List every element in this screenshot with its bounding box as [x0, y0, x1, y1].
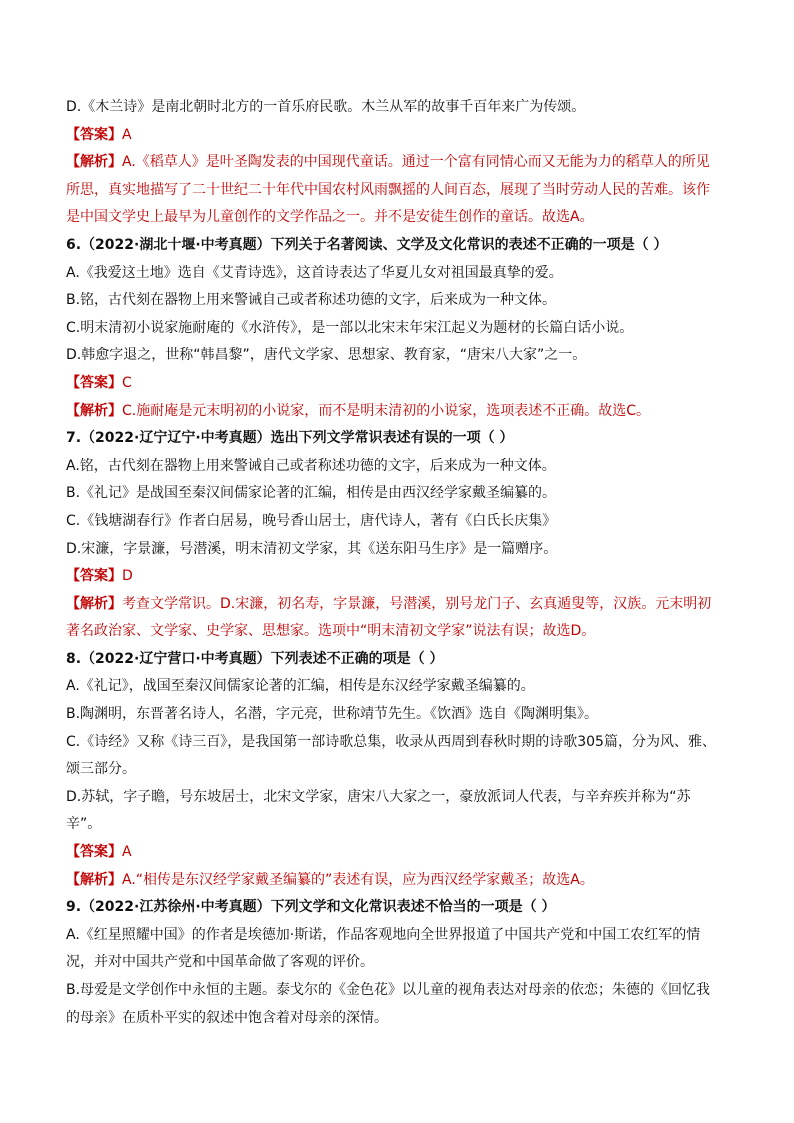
line-text: 9.（2022·江苏徐州·中考真题）下列文学和文化常识表述不恰当的一项是（ ）: [66, 899, 556, 916]
answer-line: [66, 839, 746, 867]
option-line: [66, 260, 746, 288]
analysis-line: [66, 591, 746, 619]
line-text: A.“相传是东汉经学家戴圣编纂的”表述有误，应为西汉经学家戴圣；故选A。: [122, 871, 594, 888]
analysis-line: [66, 867, 746, 895]
option-line: [66, 729, 746, 757]
line-text: A.《红星照耀中国》的作者是埃德加·斯诺，作品客观地向全世界报道了中国共产党和中国工农红军的情: [66, 926, 701, 943]
option-line: [66, 949, 746, 977]
option-line: [66, 673, 746, 701]
analysis-tag: 【解析】: [66, 871, 122, 888]
line-text: 辛”。: [66, 816, 102, 833]
line-text: C.《诗经》又称《诗三百》，是我国第一部诗歌总集，收录从西周到春秋时期的诗歌305篇，分为风、雅、: [66, 733, 716, 750]
analysis-tag: 【解析】: [66, 402, 122, 419]
line-text: A.《稻草人》是叶圣陶发表的中国现代童话。通过一个富有同情心而又无能为力的稻草人的所见: [122, 154, 710, 171]
option-line: [66, 480, 746, 508]
option-line: [66, 94, 746, 122]
line-text: C.《钱塘湖春行》作者白居易，晚号香山居士，唐代诗人，著有《白氏长庆集》: [66, 512, 557, 529]
line-text: B.母爱是文学创作中永恒的主题。泰戈尔的《金色花》以儿童的视角表达对母亲的依恋；朱德的《回忆我: [66, 982, 711, 998]
analysis-line: [66, 204, 746, 232]
answer-tag: 【答案】: [66, 844, 122, 861]
line-text: 颂三部分。: [66, 761, 136, 778]
line-text: C.明末清初小说家施耐庵的《水浒传》，是一部以北宋末年宋江起义为题材的长篇白话小说。: [66, 319, 634, 336]
question-stem: [66, 646, 746, 674]
analysis-line: [66, 149, 746, 177]
option-line: [66, 315, 746, 343]
option-line: [66, 536, 746, 564]
line-text: B.铭，古代刻在器物上用来警诫自己或者称述功德的文字，后来成为一种文体。: [66, 292, 557, 309]
line-text: 6.（2022·湖北十堰·中考真题）下列关于名著阅读、文学及文化常识的表述不正确的一项是（ ）: [66, 236, 668, 253]
line-text: D.宋濂，字景濂，号潜溪，明末清初文学家，其《送东阳马生序》是一篇赠序。: [66, 540, 558, 557]
answer-tag: 【答案】: [66, 126, 122, 143]
answer-tag: 【答案】: [66, 374, 122, 391]
option-line: [66, 508, 746, 536]
analysis-tag: 【解析】: [66, 595, 122, 612]
line-text: 8.（2022·辽宁营口·中考真题）下列表述不正确的项是（ ）: [66, 650, 444, 667]
option-line: [66, 701, 746, 729]
line-text: 所思，真实地描写了二十世纪二十年代中国农村风雨飘摇的人间百态，展现了当时劳动人民的苦难。该作: [66, 181, 710, 198]
answer-tag: 【答案】: [66, 568, 122, 585]
line-text: C.施耐庵是元末明初的小说家，而不是明末清初的小说家，选项表述不正确。故选C。: [122, 402, 650, 419]
line-text: D.韩愈字退之，世称“韩昌黎”，唐代文学家、思想家、教育家，“唐宋八大家”之一。: [66, 347, 587, 364]
analysis-line: [66, 177, 746, 205]
option-line: [66, 453, 746, 481]
analysis-tag: 【解析】: [66, 154, 122, 171]
line-text: 的母亲》在质朴平实的叙述中饱含着对母亲的深情。: [66, 1009, 388, 1026]
line-text: D.苏轼，字子瞻，号东坡居士，北宋文学家，唐宋八大家之一，豪放派词人代表，与辛弃疾并称为“苏: [66, 788, 691, 805]
analysis-line: [66, 398, 746, 426]
line-text: 考查文学常识。D.宋濂，初名寿，字景濂，号潜溪，别号龙门子、玄真遁叟等，汉族。元末明初: [122, 595, 712, 612]
line-text: B.陶渊明，东晋著名诗人，名潜，字元亮，世称靖节先生。《饮酒》选自《陶渊明集》。: [66, 706, 599, 723]
answer-line: [66, 122, 746, 150]
option-line: [66, 784, 746, 812]
option-line: [66, 342, 746, 370]
option-line: [66, 287, 746, 315]
line-text: A.《礼记》，战国至秦汉间儒家论著的汇编，相传是东汉经学家戴圣编纂的。: [66, 678, 535, 695]
option-line: [66, 922, 746, 950]
question-stem: [66, 232, 746, 260]
line-text: A: [122, 126, 132, 143]
line-text: A.《我爱这土地》选自《艾青诗选》，这首诗表达了华夏儿女对祖国最真挚的爱。: [66, 264, 563, 281]
option-line: [66, 811, 746, 839]
answer-line: [66, 370, 746, 398]
line-text: B.《礼记》是战国至秦汉间儒家论著的汇编，相传是由西汉经学家戴圣编纂的。: [66, 485, 557, 502]
line-text: 况，并对中国共产党和中国革命做了客观的评价。: [66, 954, 374, 971]
question-stem: [66, 894, 746, 922]
option-line: [66, 1005, 746, 1033]
line-text: A.铭，古代刻在器物上用来警诫自己或者称述功德的文字，后来成为一种文体。: [66, 457, 556, 474]
question-stem: [66, 425, 746, 453]
question-content: [66, 94, 746, 1032]
option-line: [66, 977, 746, 1005]
line-text: 是中国文学史上最早为儿童创作的文学作品之一。并不是安徒生创作的童话。故选A。: [66, 209, 594, 226]
line-text: C: [122, 374, 132, 391]
line-text: D.《木兰诗》是南北朝时北方的一首乐府民歌。木兰从军的故事千百年来广为传颂。: [66, 99, 586, 115]
line-text: 著名政治家、文学家、史学家、思想家。选项中“明末清初文学家”说法有误；故选D。: [66, 623, 596, 640]
analysis-line: [66, 618, 746, 646]
answer-line: [66, 563, 746, 591]
line-text: D: [122, 568, 133, 585]
option-line: [66, 756, 746, 784]
line-text: 7.（2022·辽宁辽宁·中考真题）选出下列文学常识表述有误的一项（ ）: [66, 430, 514, 447]
line-text: A: [122, 844, 132, 861]
